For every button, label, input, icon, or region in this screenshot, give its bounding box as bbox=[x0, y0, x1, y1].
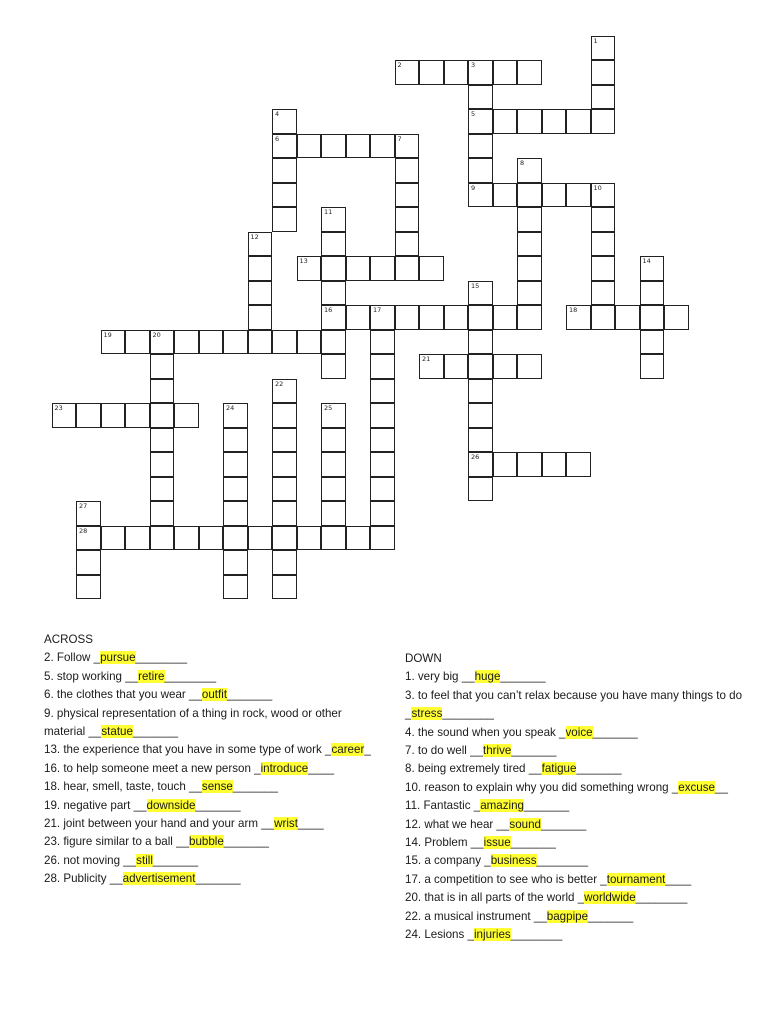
down-clue bbox=[405, 834, 745, 852]
down-clue bbox=[405, 687, 745, 724]
crossword-cell[interactable] bbox=[468, 305, 493, 330]
across-clue bbox=[44, 778, 374, 796]
crossword-cell[interactable] bbox=[566, 305, 591, 330]
crossword-cell[interactable] bbox=[125, 330, 150, 355]
crossword-cell[interactable] bbox=[76, 403, 101, 428]
crossword-cell[interactable] bbox=[591, 183, 616, 208]
crossword-cell[interactable] bbox=[517, 183, 542, 208]
clue-answer: introduce bbox=[260, 761, 309, 775]
crossword-cell[interactable] bbox=[640, 256, 665, 281]
clue-text: 2. Follow _ bbox=[44, 651, 101, 665]
crossword-cell[interactable] bbox=[272, 109, 297, 134]
crossword-cell[interactable] bbox=[101, 330, 126, 355]
crossword-cell[interactable] bbox=[370, 256, 395, 281]
clue-text: 13. the experience that you have in some type of work _ bbox=[44, 743, 332, 757]
crossword-cell[interactable] bbox=[150, 403, 175, 428]
crossword-cell[interactable] bbox=[468, 109, 493, 134]
crossword-cell[interactable] bbox=[468, 134, 493, 159]
crossword-cell[interactable] bbox=[321, 134, 346, 159]
crossword-cell[interactable] bbox=[223, 575, 248, 600]
crossword-cell[interactable] bbox=[493, 109, 518, 134]
crossword-cell[interactable] bbox=[321, 207, 346, 232]
crossword-cell[interactable] bbox=[664, 305, 689, 330]
clue-blank: _______ bbox=[588, 909, 634, 923]
down-clues bbox=[405, 650, 745, 945]
crossword-cell[interactable] bbox=[493, 60, 518, 85]
across-clue bbox=[44, 705, 374, 742]
clue-answer: amazing bbox=[480, 799, 525, 813]
clue-answer: statue bbox=[101, 725, 133, 739]
across-clue bbox=[44, 668, 374, 686]
clue-text: 23. figure similar to a ball __ bbox=[44, 835, 189, 849]
clue-text: 18. hear, smell, taste, touch __ bbox=[44, 780, 202, 794]
crossword-cell[interactable] bbox=[272, 330, 297, 355]
clue-text: 1. very big __ bbox=[405, 670, 475, 684]
clue-blank: ________ bbox=[442, 707, 494, 721]
down-clue bbox=[405, 779, 745, 797]
crossword-cell[interactable] bbox=[468, 379, 493, 404]
cell-number: 17 bbox=[373, 306, 382, 314]
crossword-cell[interactable] bbox=[370, 526, 395, 551]
crossword-cell[interactable] bbox=[297, 256, 322, 281]
clue-blank: _______ bbox=[576, 762, 622, 776]
crossword-cell[interactable] bbox=[370, 428, 395, 453]
clue-text: 22. a musical instrument __ bbox=[405, 909, 547, 923]
clue-blank: _______ bbox=[500, 670, 546, 684]
clue-answer: injuries bbox=[473, 928, 511, 942]
cell-number: 6 bbox=[275, 134, 280, 143]
crossword-cell[interactable] bbox=[272, 379, 297, 404]
crossword-cell[interactable] bbox=[272, 477, 297, 502]
cell-number: 16 bbox=[324, 306, 333, 314]
crossword-cell[interactable] bbox=[272, 207, 297, 232]
clue-blank: _______ bbox=[223, 835, 269, 849]
clue-blank: _______ bbox=[195, 872, 241, 886]
crossword-cell[interactable] bbox=[640, 330, 665, 355]
clue-text: 11. Fantastic _ bbox=[405, 799, 481, 813]
crossword-cell[interactable] bbox=[444, 60, 469, 85]
crossword-cell[interactable] bbox=[174, 526, 199, 551]
across-clue bbox=[44, 686, 374, 704]
crossword-cell[interactable] bbox=[468, 428, 493, 453]
across-heading: ACROSS bbox=[44, 633, 93, 646]
crossword-cell[interactable] bbox=[150, 330, 175, 355]
crossword-cell[interactable] bbox=[591, 207, 616, 232]
crossword-cell[interactable] bbox=[272, 134, 297, 159]
clue-text: 14. Problem __ bbox=[405, 836, 484, 850]
cell-number: 26 bbox=[471, 453, 480, 461]
crossword-cell[interactable] bbox=[346, 526, 371, 551]
crossword-cell[interactable] bbox=[321, 281, 346, 306]
down-clue bbox=[405, 797, 745, 815]
crossword-cell[interactable] bbox=[248, 305, 273, 330]
crossword-cell[interactable] bbox=[321, 256, 346, 281]
clue-text: 7. to do well __ bbox=[405, 744, 483, 758]
clue-text: 8. being extremely tired __ bbox=[405, 762, 542, 776]
clue-answer: thrive bbox=[483, 744, 512, 758]
cell-number: 10 bbox=[593, 183, 602, 192]
crossword-cell[interactable] bbox=[272, 575, 297, 600]
clue-blank: _______ bbox=[227, 688, 273, 702]
cell-number: 15 bbox=[471, 281, 480, 290]
crossword-cell[interactable] bbox=[150, 428, 175, 453]
crossword-cell[interactable] bbox=[248, 232, 273, 257]
clue-blank: _______ bbox=[511, 744, 557, 758]
clue-answer: stress bbox=[411, 707, 443, 721]
crossword-cell[interactable] bbox=[419, 256, 444, 281]
crossword-cell[interactable] bbox=[370, 330, 395, 355]
crossword-cell[interactable] bbox=[346, 134, 371, 159]
crossword-cell[interactable] bbox=[248, 281, 273, 306]
crossword-cell[interactable] bbox=[150, 526, 175, 551]
crossword-cell[interactable] bbox=[517, 281, 542, 306]
crossword-cell[interactable] bbox=[517, 207, 542, 232]
clue-answer: worldwide bbox=[584, 891, 636, 905]
cell-number: 5 bbox=[471, 110, 476, 118]
crossword-cell[interactable] bbox=[370, 379, 395, 404]
crossword-cell[interactable] bbox=[493, 354, 518, 379]
clue-blank: _______ bbox=[232, 780, 278, 794]
clue-text: 5. stop working __ bbox=[44, 669, 139, 683]
crossword-cell[interactable] bbox=[468, 403, 493, 428]
cell-number: 22 bbox=[275, 379, 284, 388]
clue-blank: ____ bbox=[665, 872, 692, 886]
crossword-cell[interactable] bbox=[395, 183, 420, 208]
crossword-cell[interactable] bbox=[101, 403, 126, 428]
crossword-cell[interactable] bbox=[493, 183, 518, 208]
crossword-cell[interactable] bbox=[591, 60, 616, 85]
crossword-cell[interactable] bbox=[419, 60, 444, 85]
crossword-cell[interactable] bbox=[101, 526, 126, 551]
crossword-cell[interactable] bbox=[223, 428, 248, 453]
clue-answer: outfit bbox=[201, 688, 228, 702]
crossword-cell[interactable] bbox=[591, 256, 616, 281]
clue-blank: _______ bbox=[132, 725, 179, 739]
clue-text: 28. Publicity __ bbox=[44, 872, 123, 886]
crossword-cell[interactable] bbox=[272, 501, 297, 526]
clue-blank: ____ bbox=[297, 817, 324, 831]
clue-answer: bagpipe bbox=[546, 909, 589, 923]
crossword-cell[interactable] bbox=[640, 305, 665, 330]
clue-blank: ________ bbox=[135, 651, 188, 665]
crossword-cell[interactable] bbox=[321, 477, 346, 502]
clue-blank: _______ bbox=[195, 798, 241, 812]
crossword-cell[interactable] bbox=[591, 109, 616, 134]
clue-answer: sound bbox=[509, 817, 542, 831]
crossword-cell[interactable] bbox=[517, 60, 542, 85]
crossword-cell[interactable] bbox=[517, 232, 542, 257]
clue-blank: ________ bbox=[510, 928, 563, 942]
clue-blank: _______ bbox=[510, 836, 556, 850]
crossword-cell[interactable] bbox=[493, 452, 518, 477]
cell-number: 9 bbox=[471, 183, 476, 192]
crossword-cell[interactable] bbox=[444, 305, 469, 330]
crossword-cell[interactable] bbox=[272, 452, 297, 477]
crossword-cell[interactable] bbox=[150, 379, 175, 404]
cell-number: 28 bbox=[79, 526, 88, 535]
crossword-cell[interactable] bbox=[272, 158, 297, 183]
crossword-cell[interactable] bbox=[199, 526, 224, 551]
cell-number: 19 bbox=[103, 330, 112, 339]
crossword-cell[interactable] bbox=[199, 330, 224, 355]
crossword-cell[interactable] bbox=[542, 183, 567, 208]
crossword-cell[interactable] bbox=[321, 305, 346, 330]
clue-answer: tournament bbox=[606, 872, 666, 886]
crossword-cell[interactable] bbox=[542, 452, 567, 477]
crossword-cell[interactable] bbox=[468, 354, 493, 379]
crossword-cell[interactable] bbox=[566, 183, 591, 208]
crossword-cell[interactable] bbox=[52, 403, 77, 428]
crossword-cell[interactable] bbox=[370, 305, 395, 330]
cell-number: 3 bbox=[471, 61, 476, 69]
clue-answer: advertisement bbox=[122, 872, 196, 886]
cell-number: 1 bbox=[593, 36, 598, 45]
clue-blank: _______ bbox=[592, 725, 638, 739]
clue-answer: excuse bbox=[678, 780, 715, 794]
down-clue bbox=[405, 871, 745, 889]
clue-answer: retire bbox=[138, 669, 165, 683]
crossword-cell[interactable] bbox=[150, 501, 175, 526]
crossword-cell[interactable] bbox=[76, 550, 101, 575]
cell-number: 21 bbox=[422, 355, 431, 363]
clue-text: 24. Lesions _ bbox=[405, 928, 474, 942]
clue-answer: fatigue bbox=[541, 762, 577, 776]
crossword-cell[interactable] bbox=[370, 501, 395, 526]
crossword-cell[interactable] bbox=[591, 232, 616, 257]
crossword-cell[interactable] bbox=[591, 36, 616, 61]
crossword-cell[interactable] bbox=[395, 207, 420, 232]
across-clue bbox=[44, 852, 374, 870]
crossword-cell[interactable] bbox=[321, 526, 346, 551]
crossword-cell[interactable] bbox=[640, 281, 665, 306]
crossword-cell[interactable] bbox=[321, 354, 346, 379]
crossword-cell[interactable] bbox=[395, 134, 420, 159]
cell-number: 2 bbox=[397, 61, 402, 69]
crossword-cell[interactable] bbox=[395, 256, 420, 281]
across-clue bbox=[44, 833, 374, 851]
clue-answer: issue bbox=[483, 836, 511, 850]
across-clue bbox=[44, 797, 374, 815]
crossword-cell[interactable] bbox=[223, 550, 248, 575]
crossword-cell[interactable] bbox=[517, 305, 542, 330]
crossword-cell[interactable] bbox=[76, 575, 101, 600]
across-clue bbox=[44, 741, 374, 759]
down-clue bbox=[405, 742, 745, 760]
crossword-cell[interactable] bbox=[468, 330, 493, 355]
down-heading: DOWN bbox=[405, 652, 442, 665]
cell-number: 24 bbox=[226, 404, 235, 412]
crossword-cell[interactable] bbox=[223, 330, 248, 355]
across-clues bbox=[44, 631, 374, 889]
crossword-cell[interactable] bbox=[468, 452, 493, 477]
crossword-cell[interactable] bbox=[468, 477, 493, 502]
crossword-cell[interactable] bbox=[297, 134, 322, 159]
crossword-cell[interactable] bbox=[272, 428, 297, 453]
crossword-cell[interactable] bbox=[297, 526, 322, 551]
clue-blank: ____ bbox=[308, 761, 335, 775]
clue-blank: _______ bbox=[524, 799, 570, 813]
crossword-cell[interactable] bbox=[248, 526, 273, 551]
crossword-cell[interactable] bbox=[272, 183, 297, 208]
crossword-cell[interactable] bbox=[395, 305, 420, 330]
cell-number: 12 bbox=[250, 232, 259, 241]
across-clue bbox=[44, 649, 374, 667]
cell-number: 18 bbox=[569, 306, 578, 314]
crossword-cell[interactable] bbox=[223, 526, 248, 551]
clue-answer: pursue bbox=[100, 651, 136, 665]
crossword-cell[interactable] bbox=[370, 403, 395, 428]
down-clue bbox=[405, 668, 745, 686]
clue-text: 9. physical representation of a thing in rock, wood or other material __ bbox=[44, 706, 342, 739]
clue-text: 20. that is in all parts of the world _ bbox=[405, 891, 585, 905]
crossword-cell[interactable] bbox=[321, 501, 346, 526]
crossword-cell[interactable] bbox=[517, 452, 542, 477]
crossword-cell[interactable] bbox=[346, 305, 371, 330]
crossword-cell[interactable] bbox=[150, 477, 175, 502]
across-clue bbox=[44, 870, 374, 888]
clue-text: 21. joint between your hand and your arm __ bbox=[44, 817, 275, 831]
down-clue-list bbox=[405, 668, 745, 944]
crossword-cell[interactable] bbox=[517, 256, 542, 281]
crossword-cell[interactable] bbox=[566, 452, 591, 477]
clue-text: 12. what we hear __ bbox=[405, 817, 510, 831]
crossword-cell[interactable] bbox=[125, 526, 150, 551]
crossword-cell[interactable] bbox=[223, 452, 248, 477]
crossword-cell[interactable] bbox=[517, 109, 542, 134]
crossword-cell[interactable] bbox=[517, 158, 542, 183]
cell-number: 11 bbox=[324, 208, 333, 216]
crossword-cell[interactable] bbox=[321, 428, 346, 453]
crossword-cell[interactable] bbox=[517, 354, 542, 379]
crossword-cell[interactable] bbox=[223, 403, 248, 428]
crossword-cell[interactable] bbox=[223, 501, 248, 526]
cell-number: 13 bbox=[299, 257, 308, 265]
crossword-cell[interactable] bbox=[395, 158, 420, 183]
cell-number: 27 bbox=[79, 502, 88, 510]
crossword-cell[interactable] bbox=[566, 109, 591, 134]
crossword-cell[interactable] bbox=[125, 403, 150, 428]
crossword-cell[interactable] bbox=[395, 60, 420, 85]
crossword-cell[interactable] bbox=[321, 232, 346, 257]
crossword-cell[interactable] bbox=[248, 330, 273, 355]
crossword-cell[interactable] bbox=[419, 354, 444, 379]
clue-answer: bubble bbox=[189, 835, 224, 849]
down-clue bbox=[405, 926, 745, 944]
crossword-cell[interactable] bbox=[321, 403, 346, 428]
clue-answer: still bbox=[136, 853, 153, 867]
crossword-cell[interactable] bbox=[493, 305, 518, 330]
cell-number: 20 bbox=[152, 330, 161, 339]
clue-answer: business bbox=[490, 854, 537, 868]
crossword-cell[interactable] bbox=[321, 330, 346, 355]
clue-text: 4. the sound when you speak _ bbox=[405, 725, 566, 739]
crossword-cell[interactable] bbox=[468, 183, 493, 208]
crossword-cell[interactable] bbox=[150, 452, 175, 477]
crossword-cell[interactable] bbox=[468, 281, 493, 306]
crossword-cell[interactable] bbox=[591, 85, 616, 110]
cell-number: 7 bbox=[397, 134, 402, 143]
crossword-cell[interactable] bbox=[542, 109, 567, 134]
crossword-cell[interactable] bbox=[272, 526, 297, 551]
clue-text: 15. a company _ bbox=[405, 854, 491, 868]
clue-answer: sense bbox=[201, 780, 233, 794]
down-clue bbox=[405, 889, 745, 907]
crossword-cell[interactable] bbox=[174, 330, 199, 355]
cell-number: 25 bbox=[324, 404, 333, 412]
crossword-cell[interactable] bbox=[248, 256, 273, 281]
crossword-cell[interactable] bbox=[174, 403, 199, 428]
down-clue bbox=[405, 724, 745, 742]
across-clue bbox=[44, 760, 374, 778]
crossword-cell[interactable] bbox=[591, 281, 616, 306]
clue-text: 6. the clothes that you wear __ bbox=[44, 688, 202, 702]
crossword-cell[interactable] bbox=[370, 452, 395, 477]
clue-answer: huge bbox=[474, 670, 501, 684]
cell-number: 4 bbox=[275, 110, 280, 118]
crossword-cell[interactable] bbox=[591, 305, 616, 330]
crossword-cell[interactable] bbox=[272, 403, 297, 428]
down-clue bbox=[405, 852, 745, 870]
clue-blank: ________ bbox=[635, 891, 688, 905]
crossword-cell[interactable] bbox=[468, 85, 493, 110]
crossword-cell[interactable] bbox=[615, 305, 640, 330]
clue-blank: __ bbox=[715, 780, 728, 794]
clue-text: 10. reason to explain why you did something wrong _ bbox=[405, 780, 679, 794]
clue-text: 3. to feel that you can’t relax because you have many things to do _ bbox=[405, 688, 743, 721]
crossword-cell[interactable] bbox=[419, 305, 444, 330]
crossword-cell[interactable] bbox=[444, 354, 469, 379]
cell-number: 14 bbox=[642, 257, 651, 265]
crossword-cell[interactable] bbox=[370, 134, 395, 159]
crossword-cell[interactable] bbox=[370, 477, 395, 502]
crossword-cell[interactable] bbox=[370, 354, 395, 379]
clue-blank: ________ bbox=[164, 669, 217, 683]
crossword-cell[interactable] bbox=[468, 158, 493, 183]
clue-text: 16. to help someone meet a new person _ bbox=[44, 761, 261, 775]
crossword-cell[interactable] bbox=[640, 354, 665, 379]
clue-answer: career bbox=[331, 743, 365, 757]
crossword-cell[interactable] bbox=[395, 232, 420, 257]
crossword-cell[interactable] bbox=[150, 354, 175, 379]
down-clue bbox=[405, 908, 745, 926]
clue-blank: ________ bbox=[536, 854, 589, 868]
clue-blank: _ bbox=[364, 743, 371, 757]
crossword-cell[interactable] bbox=[223, 477, 248, 502]
crossword-cell[interactable] bbox=[346, 256, 371, 281]
crossword-cell[interactable] bbox=[321, 452, 346, 477]
clue-answer: downside bbox=[146, 798, 196, 812]
across-clue bbox=[44, 815, 374, 833]
crossword-cell[interactable] bbox=[76, 501, 101, 526]
cell-number: 8 bbox=[520, 159, 525, 167]
clue-answer: wrist bbox=[274, 817, 298, 831]
clue-text: 17. a competition to see who is better _ bbox=[405, 872, 607, 886]
crossword-cell[interactable] bbox=[468, 60, 493, 85]
clue-blank: _______ bbox=[152, 853, 199, 867]
down-clue bbox=[405, 816, 745, 834]
crossword-cell[interactable] bbox=[272, 550, 297, 575]
clue-blank: _______ bbox=[541, 817, 587, 831]
clue-text: 19. negative part __ bbox=[44, 798, 147, 812]
down-clue bbox=[405, 760, 745, 778]
clue-answer: voice bbox=[565, 725, 593, 739]
clue-text: 26. not moving __ bbox=[44, 853, 137, 867]
cell-number: 23 bbox=[54, 404, 63, 412]
crossword-cell[interactable] bbox=[76, 526, 101, 551]
crossword-cell[interactable] bbox=[297, 330, 322, 355]
across-clue-list bbox=[44, 649, 374, 888]
